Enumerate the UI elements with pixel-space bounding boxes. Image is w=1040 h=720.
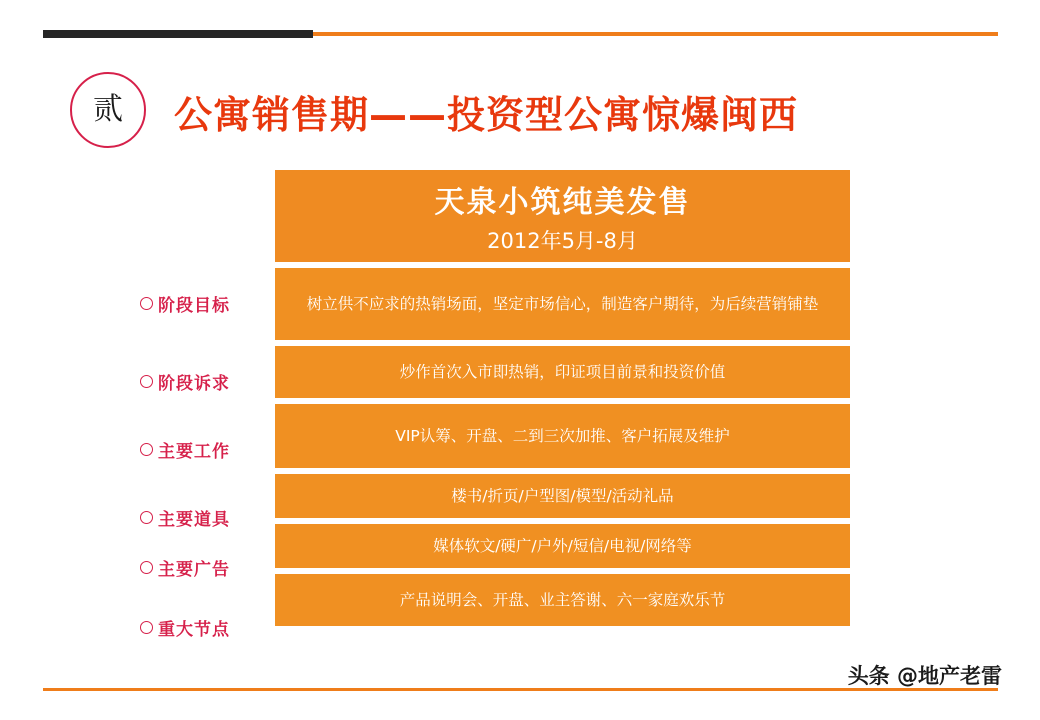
panel-header bbox=[275, 170, 850, 262]
content-row-text: 楼书/折页/户型图/模型/活动礼品 bbox=[451, 487, 674, 505]
content-row-text: 产品说明会、开盘、业主答谢、六一家庭欢乐节 bbox=[399, 591, 726, 609]
ring-bullet-icon bbox=[140, 297, 153, 310]
content-row-0 bbox=[275, 268, 850, 340]
section-number-text: 贰 bbox=[93, 92, 123, 127]
content-row-text: 树立供不应求的热销场面，坚定市场信心，制造客户期待，为后续营销铺垫 bbox=[306, 295, 819, 313]
content-row-text: VIP认筹、开盘、二到三次加推、客户拓展及维护 bbox=[395, 427, 730, 445]
row-label-text: 阶段诉求 bbox=[158, 373, 230, 394]
row-label-1 bbox=[140, 370, 230, 392]
section-number-badge bbox=[70, 72, 146, 148]
top-bar-dark-segment bbox=[43, 30, 313, 38]
row-label-0 bbox=[140, 292, 230, 314]
panel-header-subtitle: 2012年5月-8月 bbox=[487, 229, 638, 253]
row-label-2 bbox=[140, 438, 230, 460]
row-label-text: 阶段目标 bbox=[158, 295, 230, 316]
ring-bullet-icon bbox=[140, 375, 153, 388]
content-row-3 bbox=[275, 474, 850, 518]
row-label-text: 主要广告 bbox=[158, 559, 230, 580]
content-row-1 bbox=[275, 346, 850, 398]
content-panel bbox=[275, 170, 850, 632]
footer-divider bbox=[43, 688, 998, 691]
page-title: 公寓销售期——投资型公寓惊爆闽西 bbox=[174, 93, 799, 137]
content-row-2 bbox=[275, 404, 850, 468]
content-row-4 bbox=[275, 524, 850, 568]
row-label-4 bbox=[140, 556, 230, 578]
ring-bullet-icon bbox=[140, 443, 153, 456]
row-label-text: 主要工作 bbox=[158, 441, 230, 462]
panel-header-title: 天泉小筑纯美发售 bbox=[434, 185, 691, 220]
content-row-5 bbox=[275, 574, 850, 626]
ring-bullet-icon bbox=[140, 561, 153, 574]
row-label-text: 重大节点 bbox=[158, 619, 230, 640]
row-label-text: 主要道具 bbox=[158, 509, 230, 530]
content-row-text: 炒作首次入市即热销，印证项目前景和投资价值 bbox=[399, 363, 726, 381]
slide-header bbox=[70, 72, 970, 152]
top-bar-orange-segment bbox=[313, 32, 998, 36]
ring-bullet-icon bbox=[140, 621, 153, 634]
row-label-5 bbox=[140, 616, 230, 638]
ring-bullet-icon bbox=[140, 511, 153, 524]
watermark-text: 头条 @地产老雷 bbox=[847, 664, 1002, 688]
content-row-text: 媒体软文/硬广/户外/短信/电视/网络等 bbox=[433, 537, 692, 555]
top-decorative-bars bbox=[43, 30, 998, 38]
row-label-3 bbox=[140, 506, 230, 528]
